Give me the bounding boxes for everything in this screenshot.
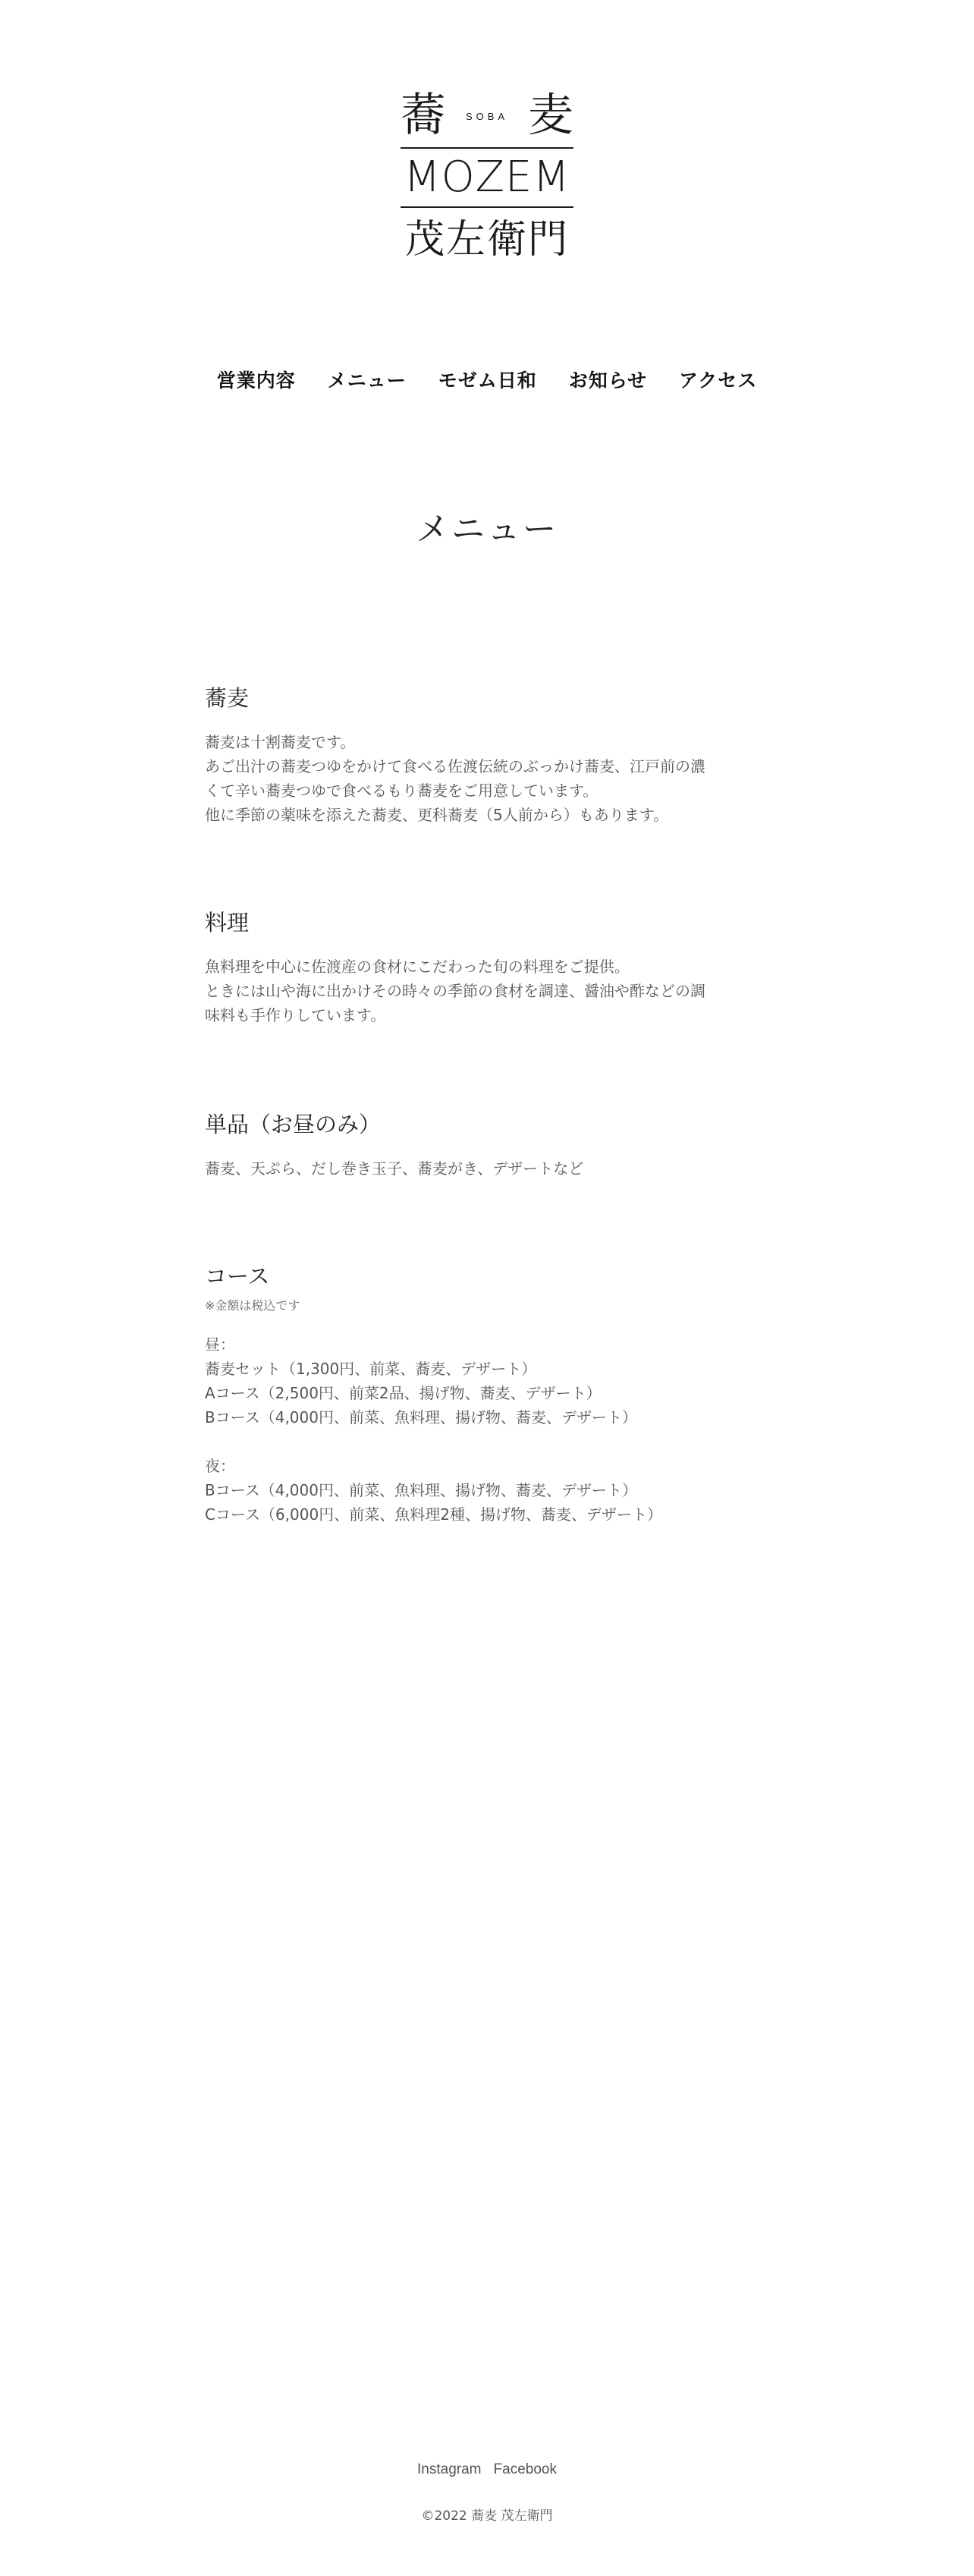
section-line: 魚料理を中心に佐渡産の食材にこだわった旬の料理をご提供。 — [205, 958, 630, 976]
section-line: ときには山や海に出かけその時々の季節の食材を調達、醤油や酢などの調 — [205, 982, 705, 1000]
section-line: 蕎麦、天ぷら、だし巻き玉子、蕎麦がき、デザートなど — [205, 1159, 584, 1178]
course-item: Aコース（2,500円、前菜2品、揚げ物、蕎麦、デザート） — [205, 1384, 602, 1402]
nav-item-business[interactable]: 営業内容 — [216, 370, 296, 392]
section-soba — [205, 681, 781, 827]
logo-rule-bottom — [401, 206, 573, 208]
course-group-label: 夜： — [205, 1457, 235, 1475]
course-item: Bコース（4,000円、前菜、魚料理、揚げ物、蕎麦、デザート） — [205, 1408, 637, 1426]
course-item: Cコース（6,000円、前菜、魚料理2種、揚げ物、蕎麦、デザート） — [205, 1505, 662, 1524]
course-group-dinner — [205, 1454, 781, 1527]
page-title: メニュー — [416, 510, 558, 549]
logo-top-row — [401, 90, 573, 141]
course-item: 蕎麦セット（1,300円、前菜、蕎麦、デザート） — [205, 1360, 537, 1378]
section-heading: 蕎麦 — [205, 685, 250, 711]
logo-mozem-text: MOZEM — [404, 153, 570, 202]
section-body — [205, 1156, 781, 1181]
section-heading: コース — [205, 1263, 270, 1289]
logo-soba-text: SOBA — [465, 111, 509, 122]
nav-item-menu[interactable]: メニュー — [327, 370, 407, 392]
section-tanpin — [205, 1108, 781, 1181]
section-course — [205, 1260, 781, 1527]
site-logo[interactable] — [401, 90, 573, 269]
section-heading: 単品（お昼のみ） — [205, 1112, 382, 1137]
course-group-lunch — [205, 1332, 781, 1430]
tax-note: ※金額は税込です — [205, 1298, 300, 1313]
section-line: 他に季節の薬味を添えた蕎麦、更科蕎麦（5人前から）もあります。 — [205, 806, 669, 824]
section-heading: 料理 — [205, 910, 250, 936]
facebook-link[interactable]: Facebook — [493, 2461, 557, 2477]
section-body — [205, 955, 781, 1027]
section-line: あご出汁の蕎麦つゆをかけて食べる佐渡伝統のぶっかけ蕎麦、江戸前の濃 — [205, 757, 705, 775]
nav-item-access[interactable]: アクセス — [679, 370, 758, 392]
footer-social-links — [0, 2458, 974, 2481]
course-group-label: 昼： — [205, 1335, 235, 1354]
logo-mozaemon-text: 茂左衛門 — [404, 217, 569, 263]
logo-kanji-soba: 蕎 — [401, 89, 446, 142]
section-ryori — [205, 906, 781, 1027]
main-nav — [0, 364, 974, 398]
section-body — [205, 730, 781, 827]
section-line: 味料も手作りしています。 — [205, 1006, 386, 1024]
logo-rule-top — [401, 147, 573, 149]
course-item: Bコース（4,000円、前菜、魚料理、揚げ物、蕎麦、デザート） — [205, 1481, 637, 1499]
nav-item-news[interactable]: お知らせ — [568, 370, 648, 392]
instagram-link[interactable]: Instagram — [417, 2461, 482, 2477]
section-line: くて辛い蕎麦つゆで食べるもり蕎麦をご用意しています。 — [205, 782, 599, 800]
logo-kanji-mugi: 麦 — [528, 89, 573, 142]
section-line: 蕎麦は十割蕎麦です。 — [205, 733, 356, 751]
copyright: ©2022 蕎麦 茂左衛門 — [421, 2508, 553, 2524]
nav-item-mozem-biyori[interactable]: モゼム日和 — [438, 370, 537, 392]
